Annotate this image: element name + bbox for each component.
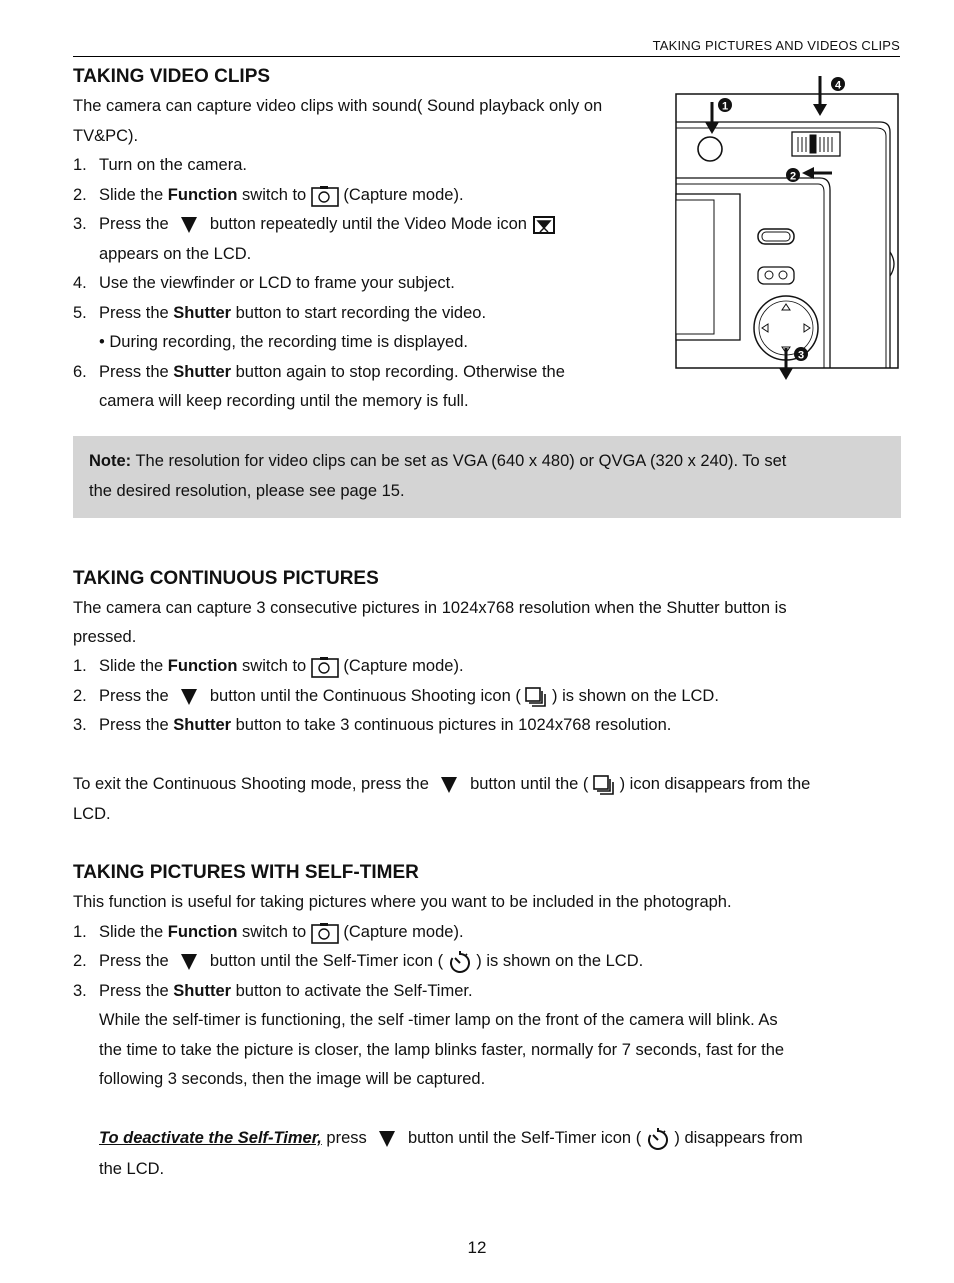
down-arrow-button-icon [441, 777, 457, 793]
selftimer-para-line2: the time to take the picture is closer, the lamp blinks faster, normally for 7 seconds, fast for the [99, 1041, 785, 1059]
step-number: 3. [73, 982, 87, 1000]
continuous-step-2: Press the button until the Continuous Shooting icon ( ) is shown on the LCD. [99, 687, 719, 705]
running-header: TAKING PICTURES AND VIDEOS CLIPS [73, 38, 900, 57]
step-number: 3. [73, 716, 87, 734]
continuous-exit-cont: LCD. [73, 805, 111, 823]
step-number: 5. [73, 304, 87, 322]
selftimer-para-line1: While the self-timer is functioning, the self -timer lamp on the front of the camera will blink. As [99, 1011, 778, 1029]
selftimer-step-2: Press the button until the Self-Timer icon ( ) is shown on the LCD. [99, 947, 643, 977]
video-step-5: Press the Shutter button to start recording the video. [99, 304, 487, 322]
callout-3: 3 [797, 349, 805, 362]
step-number: 2. [73, 186, 87, 204]
selftimer-deactivate: To deactivate the Self-Timer, press button until the Self-Timer icon ( ) disappears from [99, 1124, 901, 1154]
video-step-6-cont: camera will keep recording until the memory is full. [99, 392, 469, 410]
step-number: 1. [73, 657, 87, 675]
continuous-shooting-icon [525, 687, 547, 707]
down-arrow-button-icon [181, 689, 197, 705]
section-title-selftimer: TAKING PICTURES WITH SELF-TIMER [73, 862, 419, 883]
section-title-video: TAKING VIDEO CLIPS [73, 66, 271, 87]
step-number: 4. [73, 274, 87, 292]
video-step-3-cont: appears on the LCD. [99, 245, 252, 263]
self-timer-icon [448, 950, 472, 974]
continuous-exit: To exit the Continuous Shooting mode, press the button until the ( ) icon disappears from the [73, 775, 811, 793]
video-intro-line2: TV&PC). [73, 127, 139, 145]
video-step-3: Press the button repeatedly until the Video Mode icon [99, 210, 556, 240]
callout-2: 2 [789, 170, 797, 183]
video-bullet: • During recording, the recording time is displayed. [99, 333, 468, 351]
selftimer-step-3: Press the Shutter button to activate the Self-Timer. [99, 982, 473, 1000]
selftimer-para-line3: following 3 seconds, then the image will be captured. [99, 1070, 486, 1088]
callout-1: 1 [721, 100, 729, 113]
video-step-1: Turn on the camera. [99, 156, 247, 174]
video-mode-icon [532, 215, 556, 235]
capture-mode-icon [311, 922, 339, 944]
down-arrow-button-icon [181, 954, 197, 970]
step-number: 1. [73, 923, 87, 941]
continuous-step-3: Press the Shutter button to take 3 continuous pictures in 1024x768 resolution. [99, 716, 672, 734]
video-step-2: Slide the Function switch to (Capture mode). [99, 181, 464, 211]
step-number: 1. [73, 156, 87, 174]
camera-diagram [672, 72, 902, 384]
video-step-6: Press the Shutter button again to stop recording. Otherwise the [99, 363, 565, 381]
callout-4: 4 [834, 79, 842, 92]
step-number: 2. [73, 687, 87, 705]
selftimer-step-1: Slide the Function switch to (Capture mode). [99, 918, 464, 948]
continuous-intro-line1: The camera can capture 3 consecutive pictures in 1024x768 resolution when the Shutter button is [73, 599, 787, 617]
page-number: 12 [467, 1238, 487, 1257]
continuous-shooting-icon [593, 775, 615, 795]
continuous-step-1: Slide the Function switch to (Capture mode). [99, 652, 464, 682]
note-box [73, 436, 901, 518]
selftimer-deactivate-cont: the LCD. [99, 1160, 165, 1178]
selftimer-intro: This function is useful for taking pictures where you want to be included in the photograph. [73, 893, 732, 911]
down-arrow-button-icon [379, 1131, 395, 1147]
capture-mode-icon [311, 656, 339, 678]
self-timer-icon [646, 1127, 670, 1151]
step-number: 6. [73, 363, 87, 381]
continuous-intro-line2: pressed. [73, 628, 137, 646]
step-number: 3. [73, 215, 87, 233]
step-number: 2. [73, 952, 87, 970]
video-step-4: Use the viewfinder or LCD to frame your subject. [99, 274, 455, 292]
down-arrow-button-icon [181, 217, 197, 233]
section-title-continuous: TAKING CONTINUOUS PICTURES [73, 568, 379, 589]
capture-mode-icon [311, 185, 339, 207]
video-intro-line1: The camera can capture video clips with sound( Sound playback only on [73, 97, 603, 115]
note-text: Note: The resolution for video clips can be set as VGA (640 x 480) or QVGA (320 x 240). To set the desired resolution, please see page 15. [89, 452, 787, 500]
